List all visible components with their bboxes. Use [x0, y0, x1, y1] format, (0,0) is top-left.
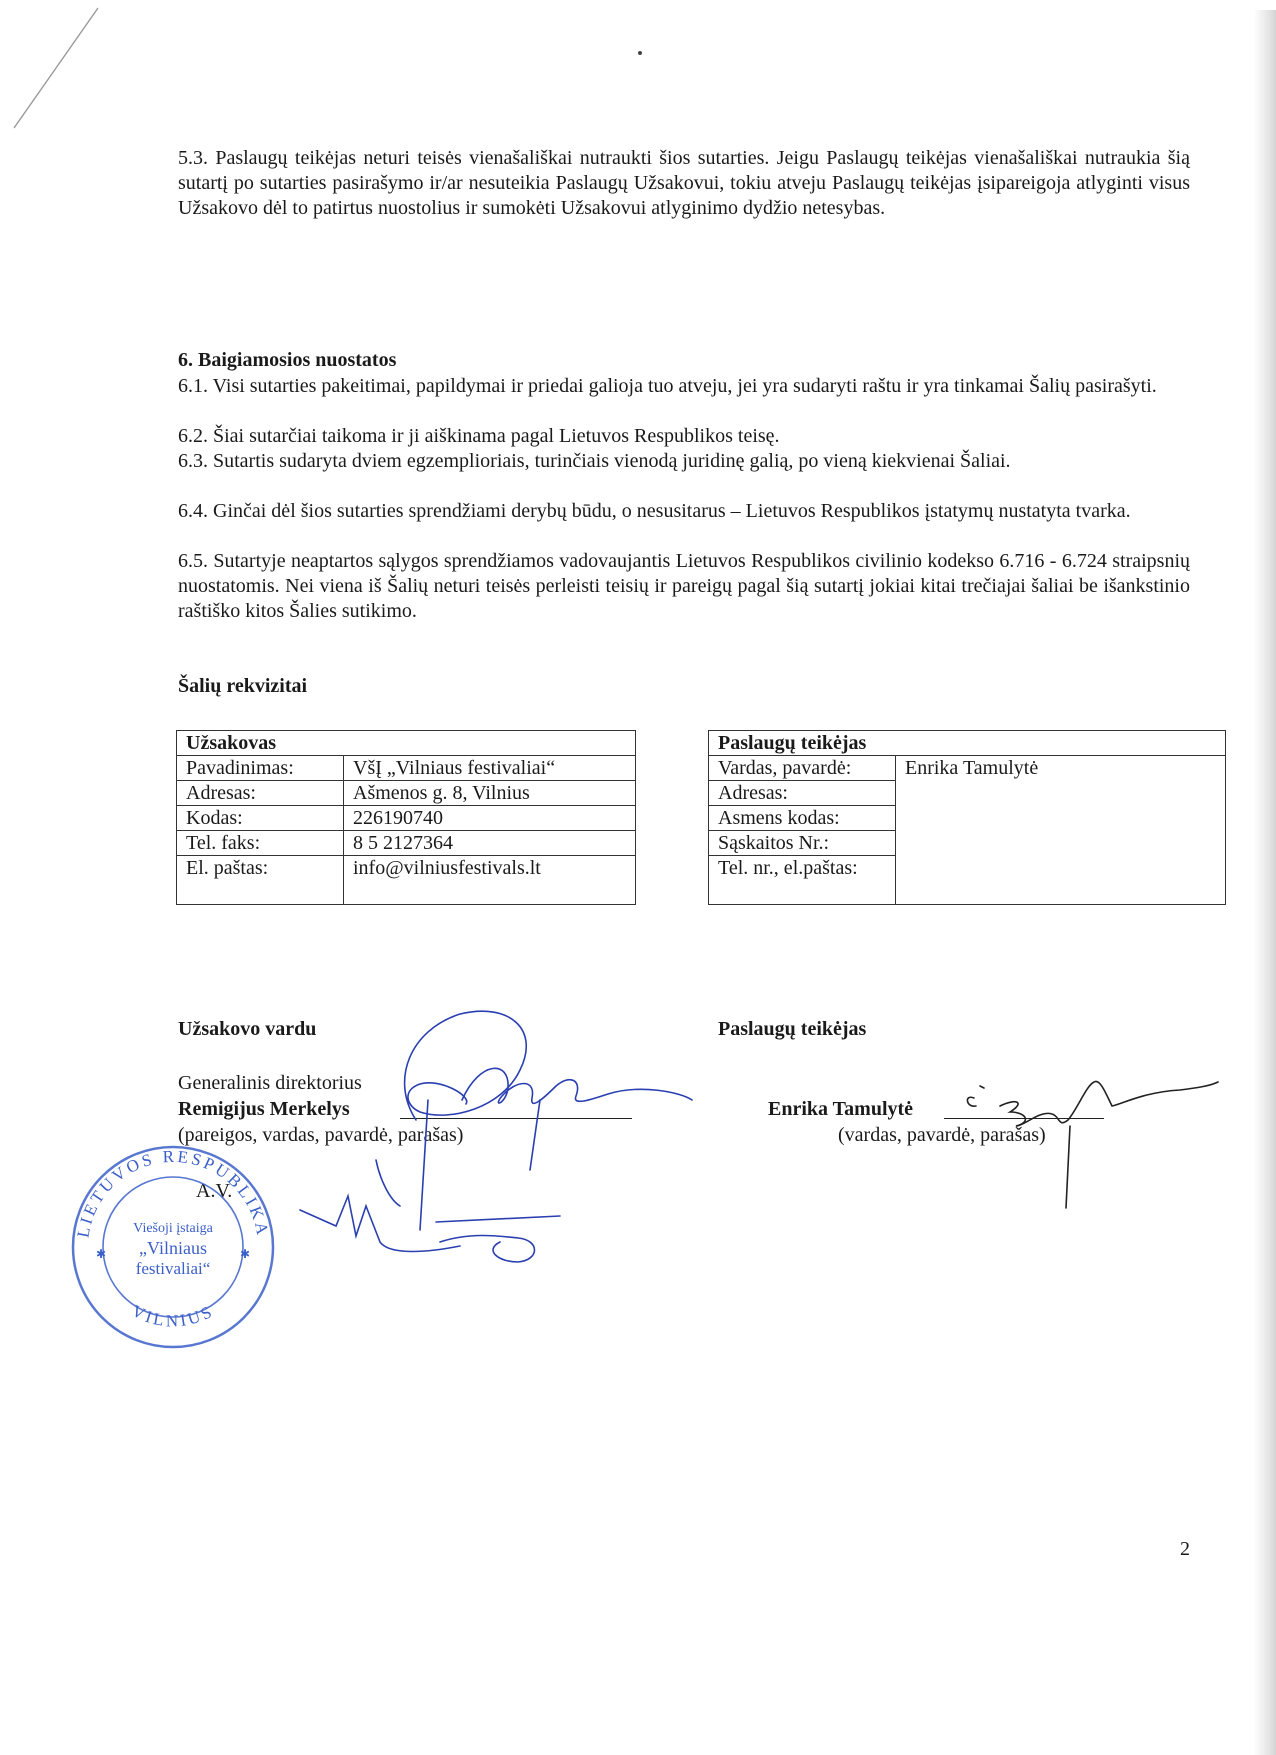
table-row [177, 831, 636, 856]
row-label: Vardas, pavardė: [709, 756, 896, 781]
stamp-star-right: ✱ [240, 1247, 251, 1261]
stamp-line-3: festivaliai“ [135, 1259, 211, 1278]
row-value: 8 5 2127364 [344, 831, 636, 856]
position-title: Generalinis direktorius [178, 1072, 362, 1094]
signer-name-right: Enrika Tamulytė [768, 1098, 914, 1120]
row-label: Pavadinimas: [177, 756, 344, 781]
row-label: Adresas: [177, 781, 344, 806]
stamp-star-left: ✱ [96, 1247, 107, 1261]
row-value: VšĮ „Vilniaus festivaliai“ [344, 756, 636, 781]
signature-caption-left: (pareigos, vardas, pavardė, parašas) [178, 1124, 464, 1146]
row-value: 226190740 [344, 806, 636, 831]
uzsakovas-title: Užsakovas [177, 731, 636, 756]
paragraph-5-3: 5.3. Paslaugų teikėjas neturi teisės vienašališkai nutraukti šios sutarties. Jeigu Paslaugų teikėjas vienašališkai nutraukia šią sutartį po sutarties pasirašymo ir/ar nesuteikia Paslaugų Užsakovui, tokiu atveju Paslaugų teikėjas įsipareigoja atlyginti visus Užsakovo dėl to patirtus nuostolius ir sumokėti Užsakovui atlyginimo dydžio netesybas. [178, 147, 1190, 219]
signature-left [240, 1000, 710, 1280]
table-row [177, 856, 636, 905]
row-label: Tel. faks: [177, 831, 344, 856]
table-row [177, 781, 636, 806]
row-label: Adresas: [709, 781, 896, 806]
rekvizitai-heading: Šalių rekvizitai [178, 675, 308, 697]
paragraph-6-1: 6.1. Visi sutarties pakeitimai, papildymai ir priedai galioja tuo atveju, jei yra sudaryti raštu ir yra tinkamai Šalių pasirašyti. [178, 375, 1157, 397]
paragraph-6-5: 6.5. Sutartyje neaptartos sąlygos sprendžiamos vadovaujantis Lietuvos Respublikos civilinio kodekso 6.716 - 6.724 straipsnių nuostatomis. Nei viena iš Šalių neturi teisės perleisti teisių ir pareigų pagal šią sutartį jokiai kitai trečiajai šaliai be išankstinio raštiško kitos Šalies sutikimo. [178, 550, 1190, 622]
row-value: info@vilniusfestivals.lt [344, 856, 636, 905]
row-label: El. paštas: [177, 856, 344, 905]
row-label: Tel. nr., el.paštas: [709, 856, 896, 905]
signature-caption-right: (vardas, pavardė, parašas) [838, 1124, 1046, 1146]
row-label: Kodas: [177, 806, 344, 831]
teikejas-title: Paslaugų teikėjas [709, 731, 1226, 756]
stamp-top-text: LIETUVOS RESPUBLIKA [73, 1146, 273, 1240]
uzsakovo-vardu-heading: Užsakovo vardu [178, 1018, 317, 1040]
row-value: Ašmenos g. 8, Vilnius [344, 781, 636, 806]
teikejas-table [708, 730, 1226, 905]
paragraph-6-3: 6.3. Sutartis sudaryta dviem egzemplioriais, turinčiais vienodą juridinę galią, po vieną kiekvienai Šaliai. [178, 450, 1011, 472]
table-row [177, 806, 636, 831]
paragraph-6-4: 6.4. Ginčai dėl šios sutarties sprendžiami derybų būdu, o nesusitarus – Lietuvos Respublikos įstatymų nustatyta tvarka. [178, 500, 1131, 522]
row-value: Enrika Tamulytė [896, 756, 1226, 905]
scan-artifact-line [0, 0, 120, 140]
uzsakovas-table [176, 730, 636, 905]
section-6-heading: 6. Baigiamosios nuostatos [178, 349, 397, 371]
table-row [709, 756, 1226, 781]
stamp-line-2: „Vilniaus [139, 1238, 207, 1258]
signer-name-left: Remigijus Merkelys [178, 1098, 350, 1120]
row-label: Sąskaitos Nr.: [709, 831, 896, 856]
signature-right [960, 1068, 1220, 1218]
scan-speck [638, 51, 642, 55]
paragraph-6-2: 6.2. Šiai sutarčiai taikoma ir ji aiškinama pagal Lietuvos Respublikos teisę. [178, 425, 780, 447]
stamp-line-1: Viešoji įstaiga [133, 1221, 213, 1236]
paslaugu-teikejas-heading: Paslaugų teikėjas [718, 1018, 867, 1040]
stamp-bottom-text: VILNIUS [128, 1301, 218, 1331]
table-row [177, 756, 636, 781]
page-number: 2 [1180, 1538, 1190, 1560]
row-label: Asmens kodas: [709, 806, 896, 831]
av-mark: A.V. [196, 1180, 233, 1202]
scan-artifact-edge [1254, 10, 1276, 1755]
